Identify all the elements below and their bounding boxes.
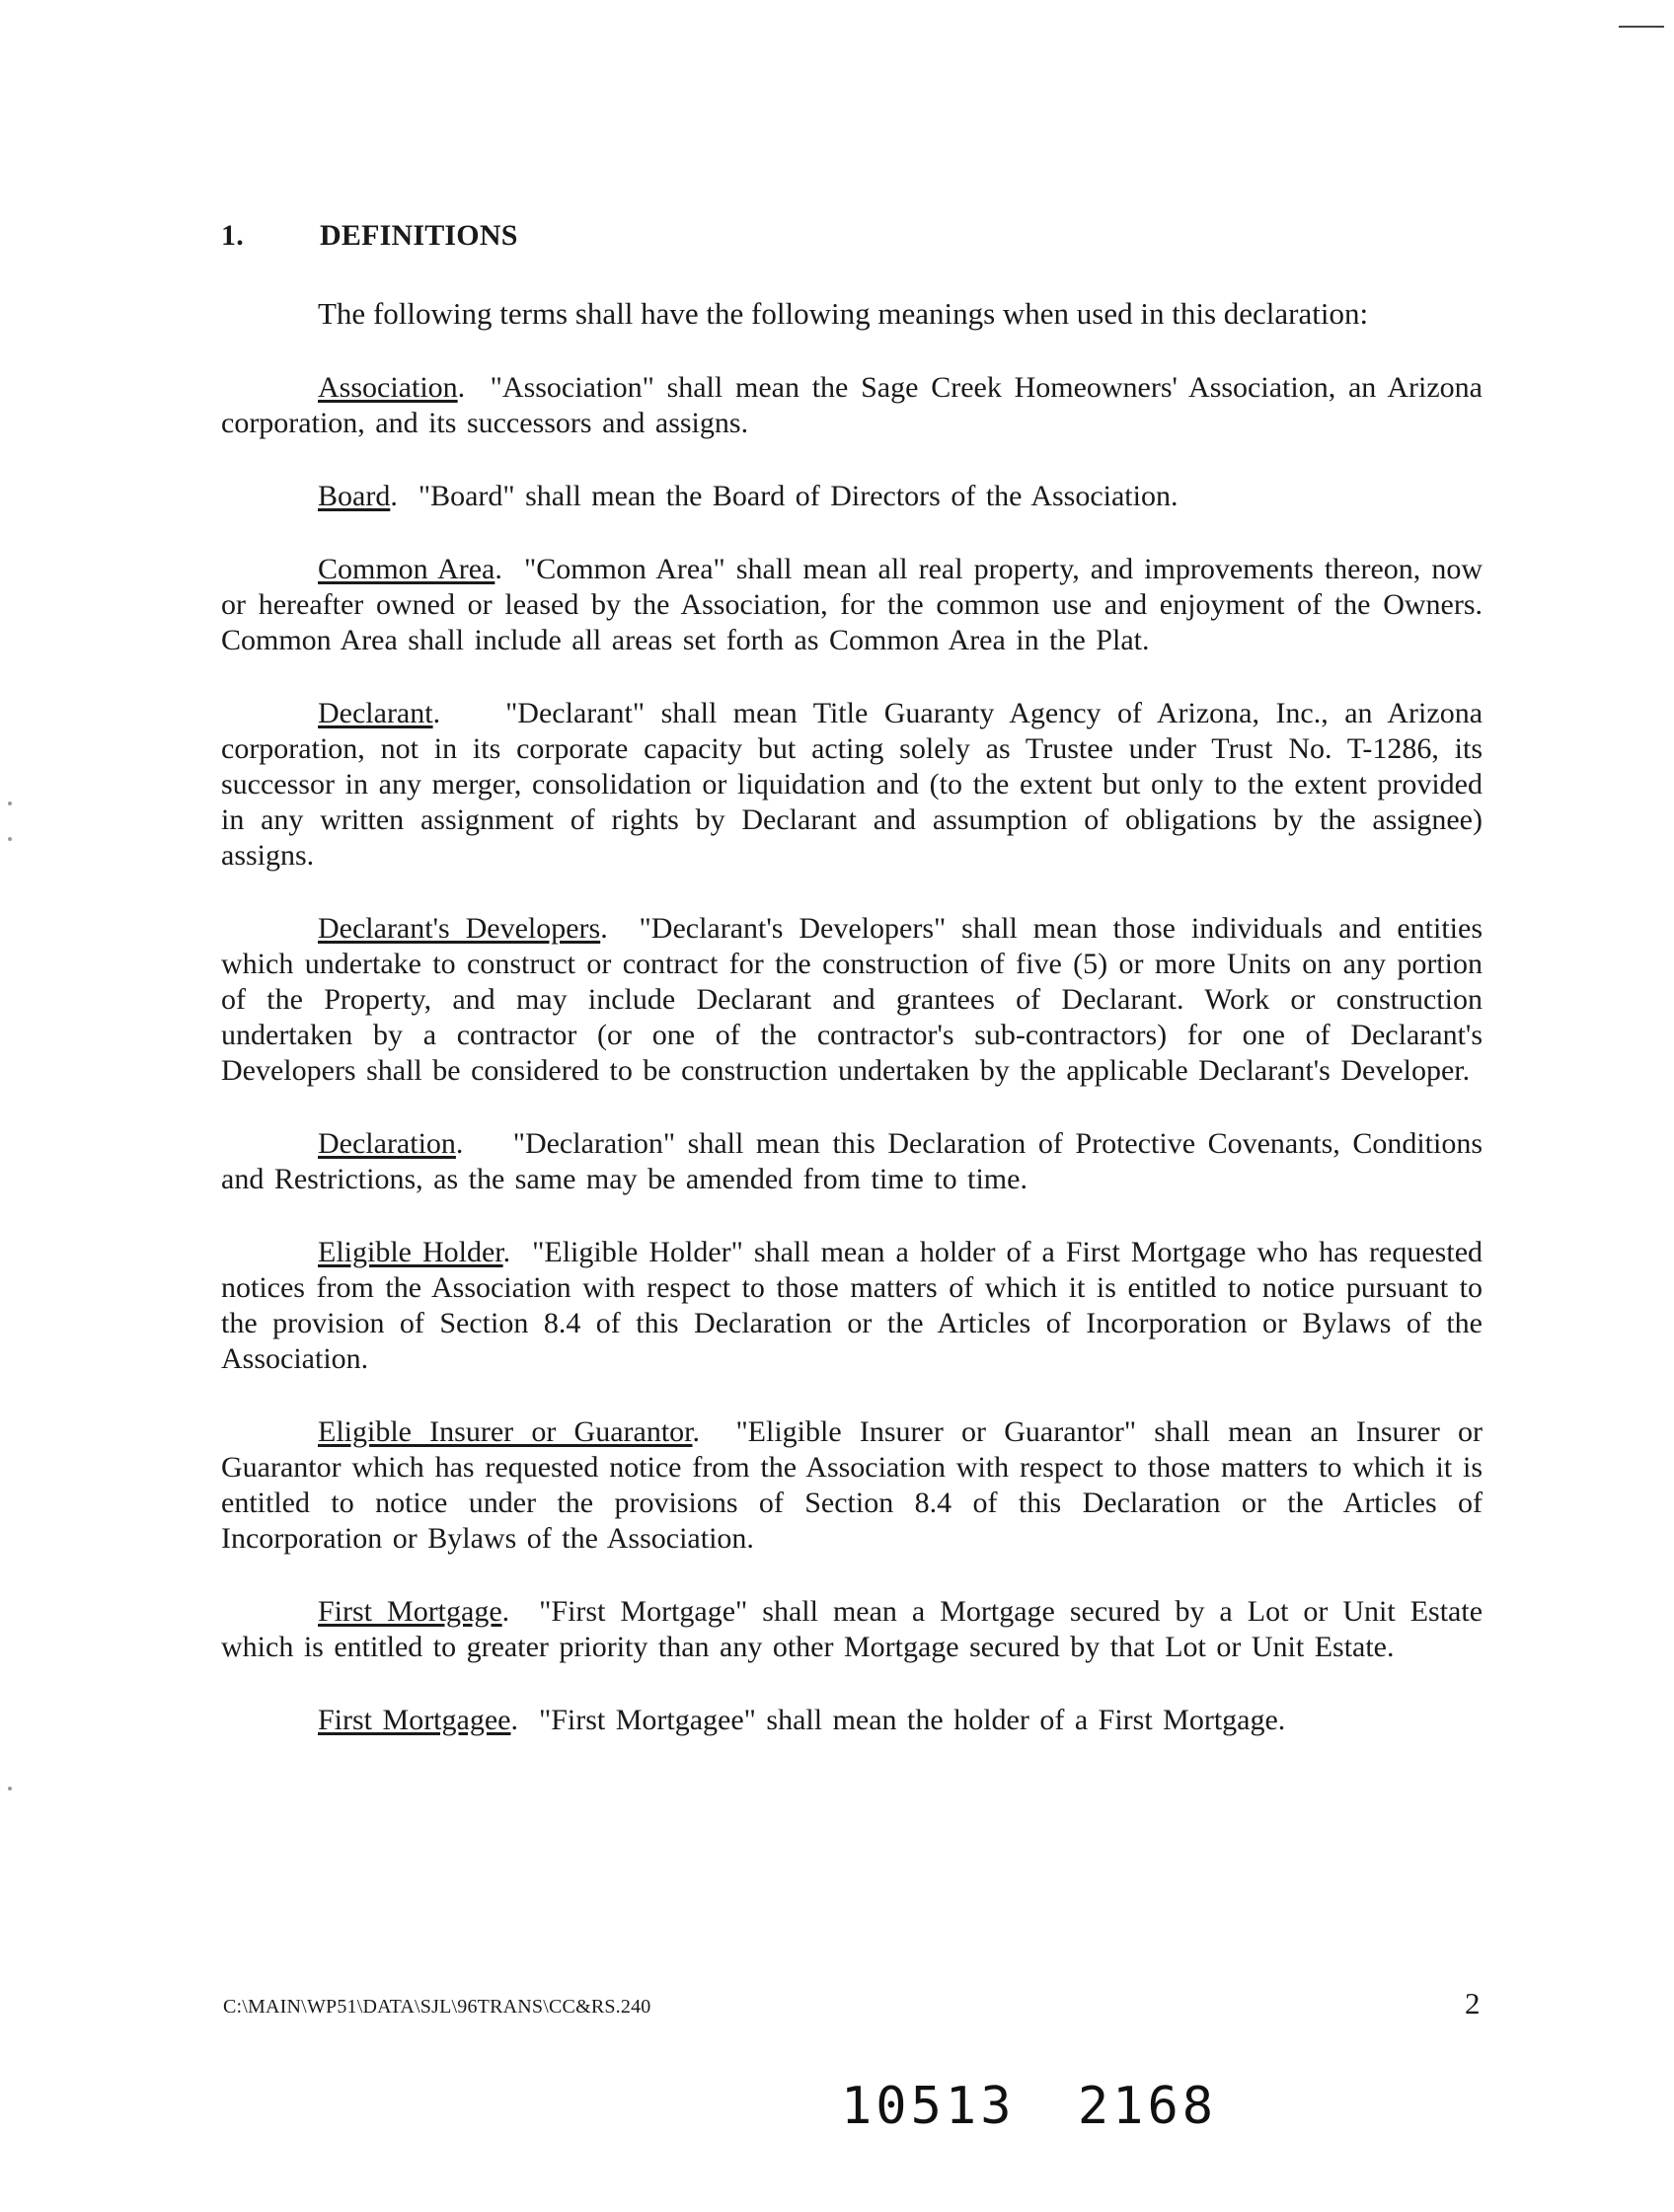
- scan-speck: [8, 801, 12, 805]
- definition-board: Board. "Board" shall mean the Board of Directors of the Association.: [318, 480, 1179, 512]
- definition-term: Eligible Insurer or Guarantor: [318, 1415, 693, 1448]
- definition-declaration: Declaration. "Declaration" shall mean this Declaration of Protective Covenants, Conditions and Restrictions, as the same may be amended from time to time.: [221, 1127, 1484, 1195]
- corner-scan-mark: [1619, 26, 1664, 28]
- definition-eligible-insurer-or-guarantor: Eligible Insurer or Guarantor. "Eligible Insurer or Guarantor" shall mean an Insurer or Guarantor which has requested notice from the Association with respect to those matters to which it is entitled to notice under the provisions of Section 8.4 of this Declaration or the Articles of Incorporation or Bylaws of the Association.: [221, 1415, 1484, 1555]
- definition-text: "Association" shall mean the Sage Creek Homeowners' Association, an Arizona corporation, and its successors and assigns.: [221, 371, 1483, 439]
- definition-text: "Declarant's Developers" shall mean those individuals and entities which undertake to construct or contract for the construction of five (5) or more Units on any portion of the Property, and may include Declarant and grantees of Declarant. Work or construction undertaken by a contractor (or one of the contractor's sub-contractors) for one of Declarant's Developers shall be considered to be construction undertaken by the applicable Declarant's Developer.: [221, 912, 1484, 1087]
- definition-first-mortgagee: First Mortgagee. "First Mortgagee" shall mean the holder of a First Mortgage.: [318, 1704, 1286, 1736]
- section-title: DEFINITIONS: [320, 219, 518, 252]
- definition-first-mortgage: First Mortgage. "First Mortgage" shall mean a Mortgage secured by a Lot or Unit Estate which is entitled to greater priority than any other Mortgage secured by that Lot or Unit Estate.: [221, 1595, 1484, 1663]
- definition-association: Association. "Association" shall mean the Sage Creek Homeowners' Association, an Arizona corporation, and its successors and assigns.: [221, 371, 1483, 439]
- definition-text: "Eligible Insurer or Guarantor" shall mean an Insurer or Guarantor which has requested notice from the Association with respect to those matters to which it is entitled to notice under the provisions of Section 8.4 of this Declaration or the Articles of Incorporation or Bylaws of the Association.: [221, 1415, 1484, 1555]
- page-number: 2: [1465, 1986, 1481, 2021]
- definition-text: "Board" shall mean the Board of Directors of the Association.: [418, 480, 1179, 512]
- definition-text: "First Mortgagee" shall mean the holder of a First Mortgage.: [538, 1704, 1286, 1736]
- definition-term: Declaration: [318, 1127, 456, 1160]
- stamp-page-number: 2168: [1077, 2077, 1218, 2136]
- section-heading: [221, 219, 518, 253]
- definition-term: Declarant's Developers: [318, 912, 601, 945]
- scan-speck: [8, 837, 12, 841]
- definition-term: Board: [318, 480, 391, 512]
- definition-term: Declarant: [318, 697, 433, 729]
- definition-common-area: Common Area. "Common Area" shall mean all real property, and improvements thereon, now or hereafter owned or leased by the Association, for the common use and enjoyment of the Owners. Common Area shall include all areas set forth as Common Area in the Plat.: [221, 553, 1484, 656]
- definition-term: Association: [318, 371, 458, 404]
- definition-declarants-developers: Declarant's Developers. "Declarant's Developers" shall mean those individuals and entities which undertake to construct or contract for the construction of five (5) or more Units on any portion of the Property, and may include Declarant and grantees of Declarant. Work or construction undertaken by a contractor (or one of the contractor's sub-contractors) for one of Declarant's Developers shall be considered to be construction undertaken by the applicable Declarant's Developer.: [221, 912, 1484, 1087]
- definition-text: "Eligible Holder" shall mean a holder of a First Mortgage who has requested notices from the Association with respect to those matters of which it is entitled to notice pursuant to the provision of Section 8.4 of this Declaration or the Articles of Incorporation or Bylaws of the Association.: [221, 1236, 1484, 1375]
- definition-term: First Mortgagee: [318, 1704, 511, 1736]
- definition-text: "Declarant" shall mean Title Guaranty Agency of Arizona, Inc., an Arizona corporation, not in its corporate capacity but acting solely as Trustee under Trust No. T-1286, its successor in any merger, consolidation or liquidation and (to the extent but only to the extent provided in any written assignment of rights by Declarant and assumption of obligations by the assignee) assigns.: [221, 697, 1484, 872]
- definition-text: "First Mortgage" shall mean a Mortgage secured by a Lot or Unit Estate which is entitled to greater priority than any other Mortgage secured by that Lot or Unit Estate.: [221, 1595, 1484, 1663]
- definition-declarant: Declarant. "Declarant" shall mean Title Guaranty Agency of Arizona, Inc., an Arizona corporation, not in its corporate capacity but acting solely as Trustee under Trust No. T-1286, its successor in any merger, consolidation or liquidation and (to the extent but only to the extent provided in any written assignment of rights by Declarant and assumption of obligations by the assignee) assigns.: [221, 697, 1484, 872]
- recording-stamp: [841, 2077, 1217, 2136]
- stamp-book-number: 10513: [841, 2077, 1016, 2136]
- section-number: 1.: [221, 219, 244, 252]
- definitions-list: [221, 370, 1483, 1776]
- definition-text: "Common Area" shall mean all real property, and improvements thereon, now or hereafter owned or leased by the Association, for the common use and enjoyment of the Owners. Common Area shall include all areas set forth as Common Area in the Plat.: [221, 553, 1484, 656]
- footer-file-path: C:\MAIN\WP51\DATA\SJL\96TRANS\CC&RS.240: [223, 1996, 651, 2018]
- scan-speck: [8, 1787, 12, 1791]
- definition-term: First Mortgage: [318, 1595, 502, 1628]
- definition-term: Eligible Holder: [318, 1236, 503, 1268]
- definition-text: "Declaration" shall mean this Declaration of Protective Covenants, Conditions and Restrictions, as the same may be amended from time to time.: [221, 1127, 1484, 1195]
- definition-eligible-holder: Eligible Holder. "Eligible Holder" shall mean a holder of a First Mortgage who has requested notices from the Association with respect to those matters of which it is entitled to notice pursuant to the provision of Section 8.4 of this Declaration or the Articles of Incorporation or Bylaws of the Association.: [221, 1236, 1484, 1375]
- intro-paragraph: The following terms shall have the following meanings when used in this declaration:: [318, 296, 1369, 331]
- definition-term: Common Area: [318, 553, 495, 585]
